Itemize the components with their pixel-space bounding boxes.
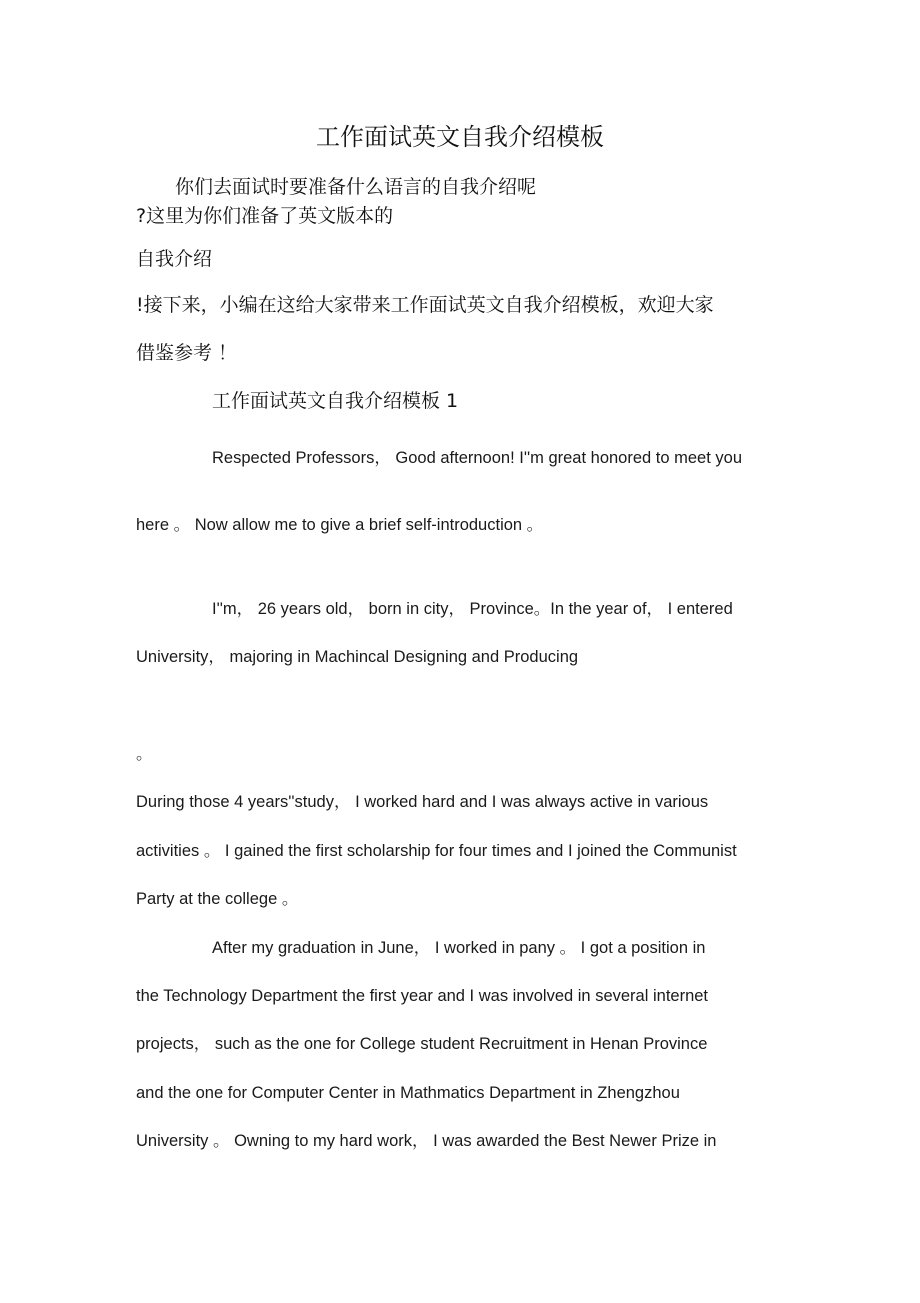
intro-line: !接下来，小编在这给大家带来工作面试英文自我介绍模板，欢迎大家 [136,294,714,316]
body-line: here 。 Now allow me to give a brief self-introduction 。 [136,516,544,534]
body-line: Party at the college 。 [136,890,299,908]
body-line: After my graduation in June， I worked in pany 。 I got a position in [212,939,706,957]
body-line: and the one for Computer Center in Mathmatics Department in Zhengzhou [136,1084,680,1102]
intro-line: 自我介绍 [136,248,213,270]
section-heading: 工作面试英文自我介绍模板 1 [212,390,459,412]
page-title: 工作面试英文自我介绍模板 [316,123,604,151]
intro-line: ?这里为你们准备了英文版本的 [136,205,394,227]
body-line: activities 。 I gained the first scholarship for four times and I joined the Communist [136,842,737,860]
body-line: 。 [136,745,153,763]
intro-line: 你们去面试时要准备什么语言的自我介绍呢 [175,176,537,198]
body-line: University， majoring in Machincal Designing and Producing [136,648,579,666]
body-line: I''m， 26 years old， born in city， Province。In the year of， I entered [212,600,733,618]
intro-line: 借鉴参考 ！ [136,342,238,364]
body-line: During those 4 years''study， I worked hard and I was always active in various [136,793,709,811]
body-line: Respected Professors， Good afternoon! I''m great honored to meet you [212,449,743,467]
body-line: University 。 Owning to my hard work， I was awarded the Best Newer Prize in [136,1132,717,1150]
body-line: projects， such as the one for College student Recruitment in Henan Province [136,1035,708,1053]
body-line: the Technology Department the first year and I was involved in several internet [136,987,709,1005]
